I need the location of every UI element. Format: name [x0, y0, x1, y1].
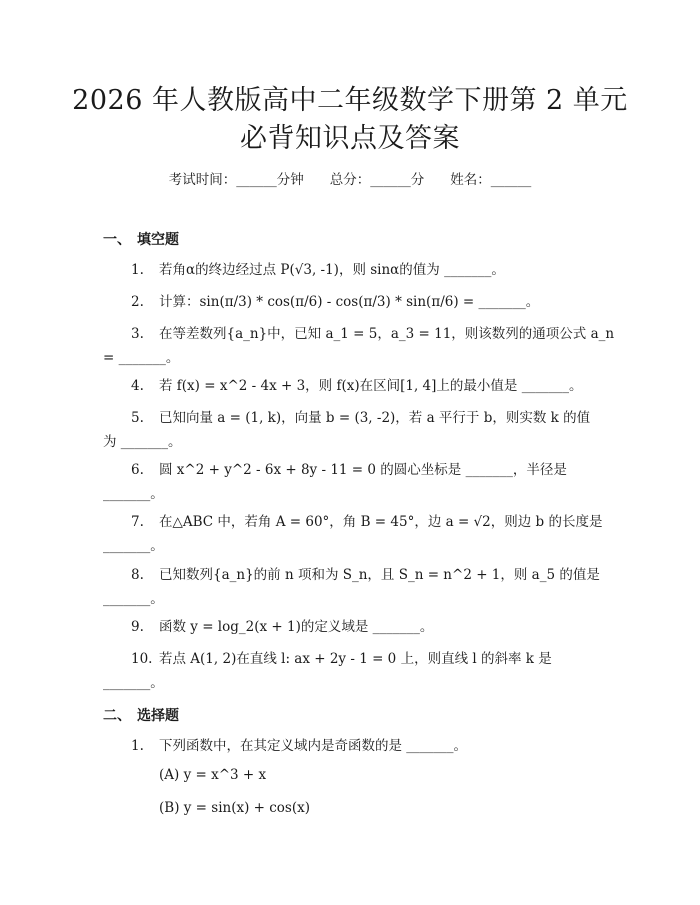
question-number: 4. — [131, 378, 144, 394]
question-number: 6. — [131, 462, 144, 478]
question-number: 2. — [131, 294, 144, 310]
question-text: 在△ABC 中，若角 A = 60°，角 B = 45°，边 a = √2，则边 b 的长度是 — [159, 514, 603, 530]
question-text: 已知数列{a_n}的前 n 项和为 S_n，且 S_n = n^2 + 1，则 a_5 的值是 — [159, 567, 600, 583]
question-text: 下列函数中，在其定义域内是奇函数的是 _______。 — [159, 738, 468, 754]
fill-question — [103, 510, 603, 558]
fill-question — [103, 563, 600, 611]
section-number: 二、 — [103, 708, 131, 724]
question-number: 8. — [131, 567, 144, 583]
section-heading-fill-blank — [103, 229, 179, 249]
question-text-continued: = _______。 — [103, 350, 180, 366]
question-text-continued: _______。 — [103, 538, 164, 554]
section-number: 一、 — [103, 232, 131, 248]
fill-question — [103, 322, 615, 370]
page-title-line-2: 必背知识点及答案 — [240, 123, 460, 154]
fill-question — [103, 615, 600, 639]
fill-question — [103, 458, 600, 506]
question-text-continued: _______。 — [103, 675, 164, 691]
question-number: 9. — [131, 619, 144, 635]
fill-question — [103, 258, 600, 282]
question-number: 1. — [131, 262, 144, 278]
fill-question — [103, 374, 600, 398]
question-text: 函数 y = log_2(x + 1)的定义域是 _______。 — [159, 619, 434, 635]
choice-question — [103, 734, 600, 758]
page-title-line-1: 2026 年人教版高中二年级数学下册第 2 单元 — [72, 85, 628, 116]
question-text: 若角α的终边经过点 P(√3, -1)，则 sinα的值为 _______。 — [159, 262, 505, 278]
fill-question — [103, 290, 600, 314]
question-number: 1. — [131, 738, 144, 754]
section-title: 选择题 — [137, 708, 179, 724]
section-heading-multiple-choice — [103, 705, 179, 725]
exam-meta — [0, 168, 700, 188]
choice-option-a: (A) y = x^3 + x — [159, 767, 267, 783]
question-number: 3. — [131, 326, 144, 342]
question-text: 若点 A(1, 2)在直线 l: ax + 2y - 1 = 0 上，则直线 l 的斜率 k 是 — [159, 651, 552, 667]
question-number: 7. — [131, 514, 144, 530]
question-text: 在等差数列{a_n}中，已知 a_1 = 5，a_3 = 11，则该数列的通项公式 a_n — [159, 326, 615, 342]
total-score-field: 总分：______分 — [329, 172, 425, 188]
question-number: 5. — [131, 410, 144, 426]
question-text: 若 f(x) = x^2 - 4x + 3，则 f(x)在区间[1, 4]上的最小值是 _______。 — [159, 378, 583, 394]
fill-question — [103, 647, 600, 695]
fill-question — [103, 406, 600, 454]
question-text-continued: _______。 — [103, 591, 164, 607]
question-text: 圆 x^2 + y^2 - 6x + 8y - 11 = 0 的圆心坐标是 _______，半径是 — [159, 462, 567, 478]
student-name-field: 姓名：______ — [450, 172, 532, 188]
question-number: 10. — [131, 651, 153, 667]
question-text: 已知向量 a = (1, k)，向量 b = (3, -2)，若 a 平行于 b，则实数 k 的值 — [159, 410, 591, 426]
question-text-continued: 为 _______。 — [103, 434, 182, 450]
choice-option-b: (B) y = sin(x) + cos(x) — [159, 800, 311, 816]
section-title: 填空题 — [137, 232, 179, 248]
exam-time-field: 考试时间：______分钟 — [168, 172, 304, 188]
question-text: 计算：sin(π/3) * cos(π/6) - cos(π/3) * sin(π/6) = _______。 — [159, 294, 540, 310]
question-text-continued: _______。 — [103, 486, 164, 502]
